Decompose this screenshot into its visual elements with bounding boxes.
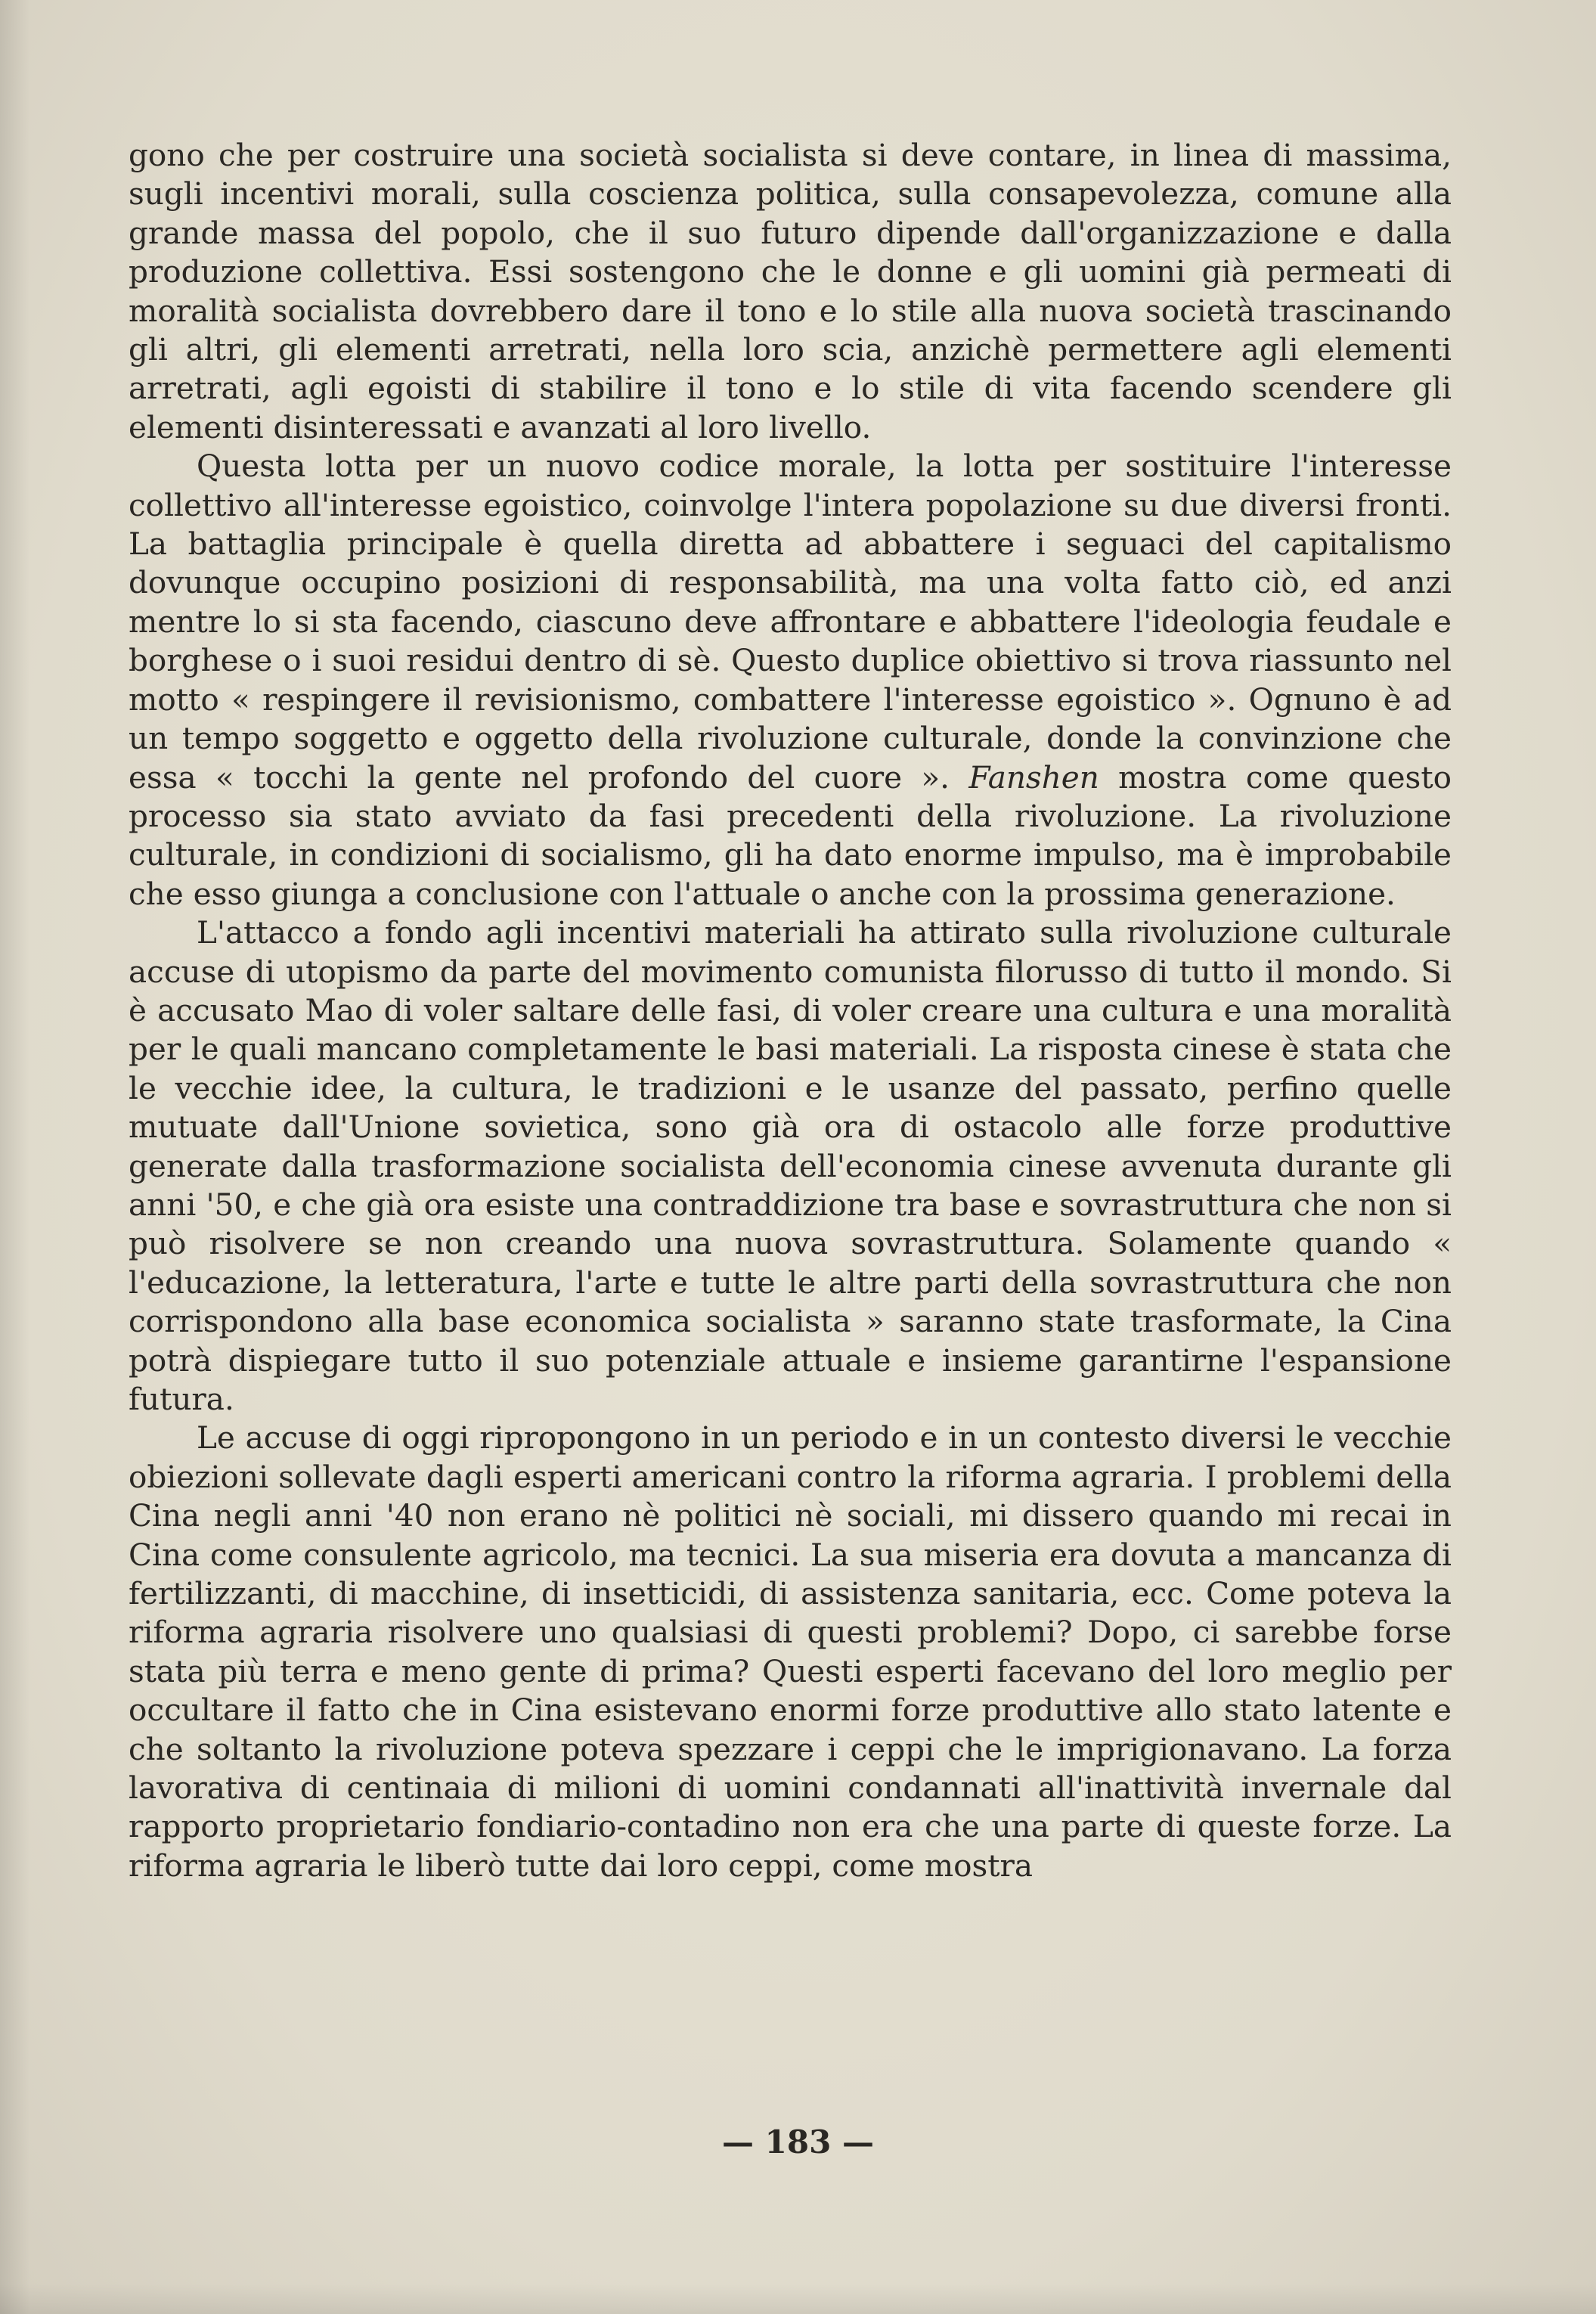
- paragraph-3: L'attacco a fondo agli incentivi materiali ha attirato sulla rivoluzione culturale accuse di utopismo da parte del movimento comunista filorusso di tutto il mondo. Si è accusato Mao di voler saltare delle fasi, di voler creare una cultura e una moralità per le quali mancano completamente le basi materiali. La risposta cinese è stata che le vecchie idee, la cultura, le tradizioni e le usanze del passato, perfino quelle mutuate dall'Unione sovietica, sono già ora di ostacolo alle forze produttive generate dalla trasformazione socialista dell'economia cinese avvenuta durante gli anni '50, e che già ora esiste una contraddizione tra base e sovrastruttura che non si può risolvere se non creando una nuova sovrastruttura. Solamente quando « l'educazione, la letteratura, l'arte e tutte le altre parti della sovrastruttura che non corrispondono alla base economica socialista » saranno state trasformate, la Cina potrà dispiegare tutto il suo potenziale attuale e insieme garantirne l'espansione futura.: [129, 914, 1452, 1417]
- page-edge-shadow-bottom: [0, 2284, 1596, 2314]
- paragraph-2-text: Questa lotta per un nuovo codice morale, la lotta per sostituire l'interesse collettivo all'interesse egoistico, coinvolge l'intera popolazione su due diversi fronti. La battaglia principale è quella diretta ad abbattere i seguaci del capitalismo dovunque occupino posizioni di responsabilità, ma una volta fatto ciò, ed anzi mentre lo si sta facendo, ciascuno deve affrontare e abbattere l'ideologia feudale e borghese o i suoi residui dentro di sè. Questo duplice obiettivo si trova riassunto nel motto « respingere il revisionismo, combattere l'interesse egoistico ». Ognuno è ad un tempo soggetto e oggetto della rivoluzione culturale, donde la convinzione che essa « tocchi la gente nel profondo del cuore ».: [129, 448, 1452, 796]
- body-text: [129, 136, 1452, 1885]
- paragraph-2: [129, 447, 1452, 914]
- paragraph-1: gono che per costruire una società socialista si deve contare, in linea di massima, sugli incentivi morali, sulla coscienza politica, sulla consapevolezza, comune alla grande massa del popolo, che il suo futuro dipende dall'organizzazione e dalla produzione collettiva. Essi sostengono che le donne e gli uomini già permeati di moralità socialista dovrebbero dare il tono e lo stile alla nuova società trascinando gli altri, gli elementi arretrati, nella loro scia, anzichè permettere agli elementi arretrati, agli egoisti di stabilire il tono e lo stile di vita facendo scendere gli elementi disinteressati e avanzati al loro livello.: [129, 137, 1452, 445]
- paragraph-4: Le accuse di oggi ripropongono in un periodo e in un contesto diversi le vecchie obiezioni sollevate dagli esperti americani contro la riforma agraria. I problemi della Cina negli anni '40 non erano nè politici nè sociali, mi dissero quando mi recai in Cina come consulente agricolo, ma tecnici. La sua miseria era dovuta a mancanza di fertilizzanti, di macchine, di insetticidi, di assistenza sanitaria, ecc. Come poteva la riforma agraria risolvere uno qualsiasi di questi problemi? Dopo, ci sarebbe forse stata più terra e meno gente di prima? Questi esperti facevano del loro meglio per occultare il fatto che in Cina esistevano enormi forze produttive allo stato latente e che soltanto la rivoluzione poteva spezzare i ceppi che le imprigionavano. La forza lavorativa di centinaia di milioni di uomini condannati all'inattività invernale dal rapporto proprietario fondiario-contadino non era che una parte di queste forze. La riforma agraria le liberò tutte dai loro ceppi, come mostra: [129, 1419, 1452, 1884]
- page-number: — 183 —: [722, 2123, 874, 2160]
- book-title: Fanshen: [968, 758, 1099, 796]
- page-edge-shadow: [0, 0, 30, 2314]
- paragraph-2-continuation: mostra come questo processo sia stato avviato da fasi precedenti della rivoluzione. La rivoluzione culturale, in condizioni di socialismo, gli ha dato enorme impulso, ma è improbabile che esso giunga a conclusione con l'attuale o anche con la prossima generazione.: [129, 758, 1452, 912]
